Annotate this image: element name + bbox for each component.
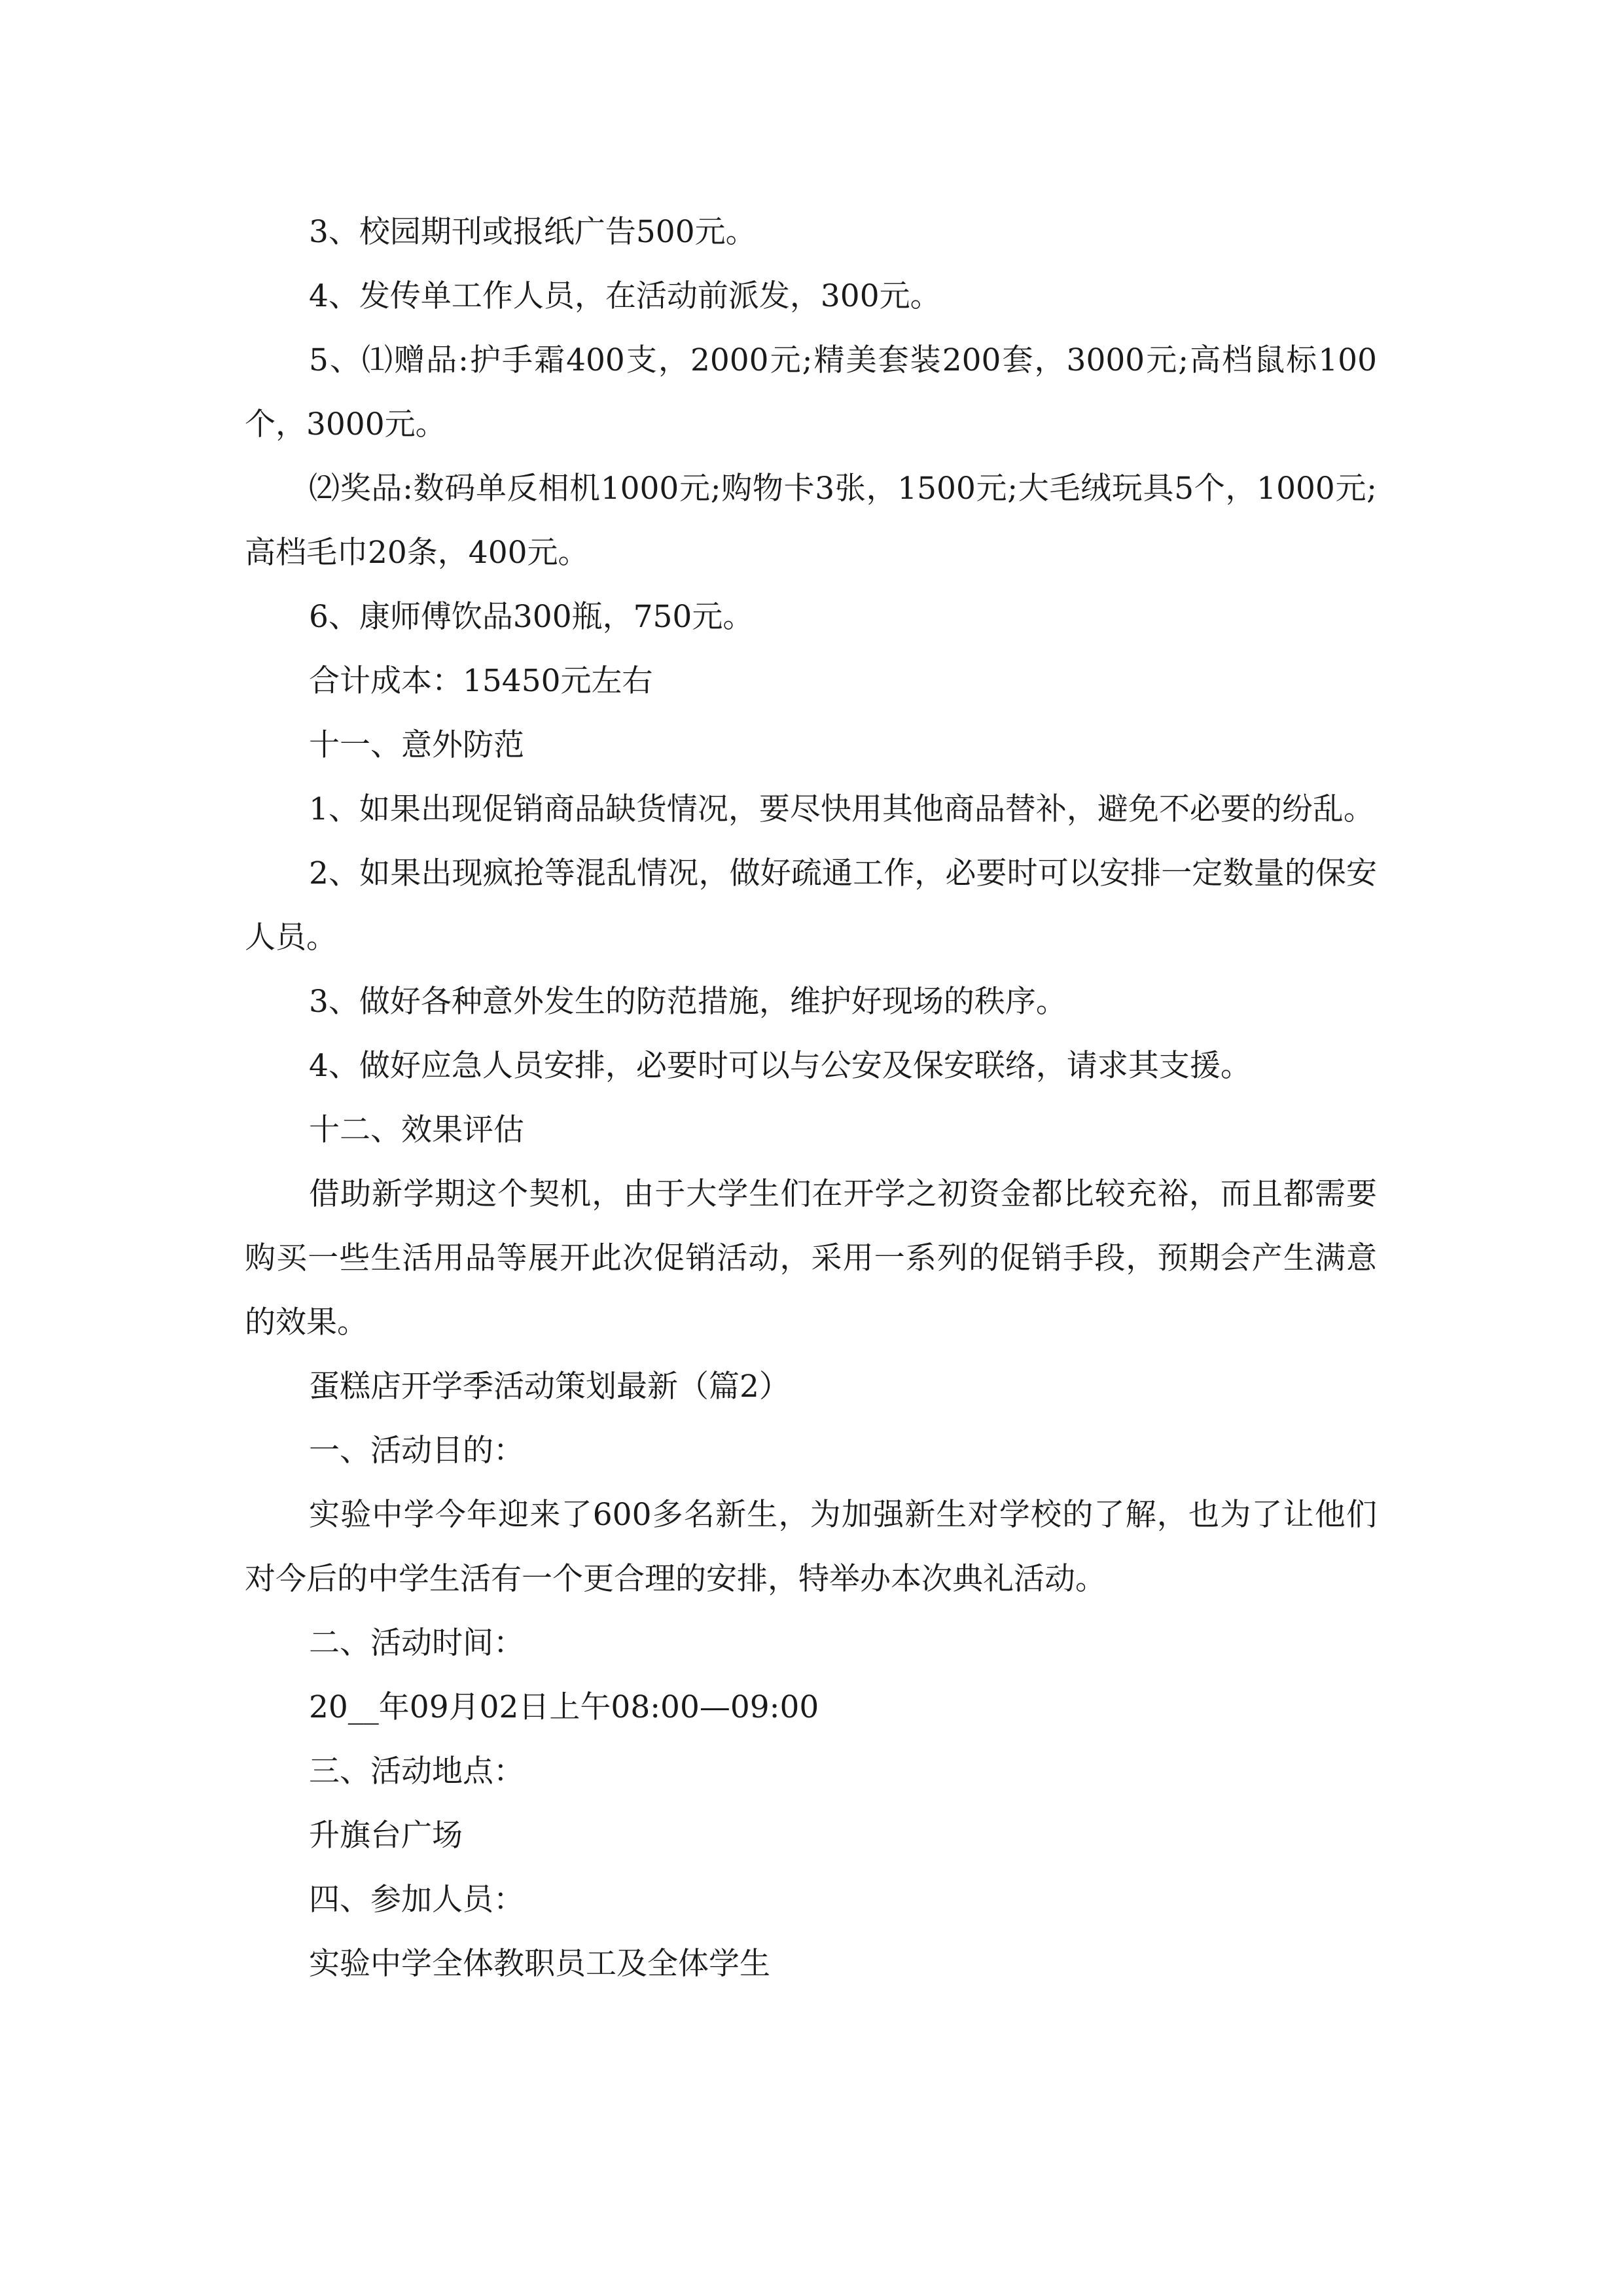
- document-body: [245, 200, 1377, 1996]
- paragraph-precaution-4: 4、做好应急人员安排，必要时可以与公安及保安联络，请求其支援。: [309, 1048, 1251, 1084]
- paragraph-evaluation: 借助新学期这个契机，由于大学生们在开学之初资金都比较充裕，而且都需要购买一些生活用品等展开此次促销活动，采用一系列的促销手段，预期会产生满意的效果。: [245, 1176, 1377, 1340]
- paragraph-budget-3: 3、校园期刊或报纸广告500元。: [309, 214, 757, 250]
- heading-activity-purpose: 一、活动目的：: [309, 1433, 524, 1469]
- paragraph-activity-time: 20__年09月02日上午08:00—09:00: [309, 1689, 819, 1725]
- paragraph-activity-purpose: 实验中学今年迎来了600多名新生，为加强新生对学校的了解，也为了让他们对今后的中学生活有一个更合理的安排，特举办本次典礼活动。: [245, 1497, 1377, 1597]
- heading-section-11: 十一、意外防范: [309, 727, 524, 763]
- heading-activity-location: 三、活动地点：: [309, 1753, 524, 1789]
- paragraph-activity-location: 升旗台广场: [309, 1818, 463, 1854]
- paragraph-participants: 实验中学全体教职员工及全体学生: [309, 1946, 770, 1982]
- paragraph-precaution-1: 1、如果出现促销商品缺货情况，要尽快用其他商品替补，避免不必要的纷乱。: [309, 791, 1374, 827]
- heading-article-2: 蛋糕店开学季活动策划最新（篇2）: [309, 1369, 790, 1405]
- heading-participants: 四、参加人员：: [309, 1882, 524, 1918]
- paragraph-total-cost: 合计成本：15450元左右: [309, 663, 653, 699]
- heading-activity-time: 二、活动时间：: [309, 1625, 524, 1661]
- paragraph-precaution-3: 3、做好各种意外发生的防范措施，维护好现场的秩序。: [309, 984, 1067, 1020]
- paragraph-budget-5-gifts: 5、⑴赠品:护手霜400支，2000元;精美套装200套，3000元;高档鼠标100个，3000元。: [245, 342, 1377, 442]
- paragraph-budget-4: 4、发传单工作人员，在活动前派发，300元。: [309, 278, 941, 314]
- paragraph-precaution-2: 2、如果出现疯抢等混乱情况，做好疏通工作，必要时可以安排一定数量的保安人员。: [245, 855, 1377, 956]
- paragraph-budget-6: 6、康师傅饮品300瓶，750元。: [309, 599, 754, 635]
- heading-section-12: 十二、效果评估: [309, 1112, 524, 1148]
- paragraph-budget-5-prizes: ⑵奖品:数码单反相机1000元;购物卡3张，1500元;大毛绒玩具5个，1000元;高档毛巾20条，400元。: [245, 471, 1377, 571]
